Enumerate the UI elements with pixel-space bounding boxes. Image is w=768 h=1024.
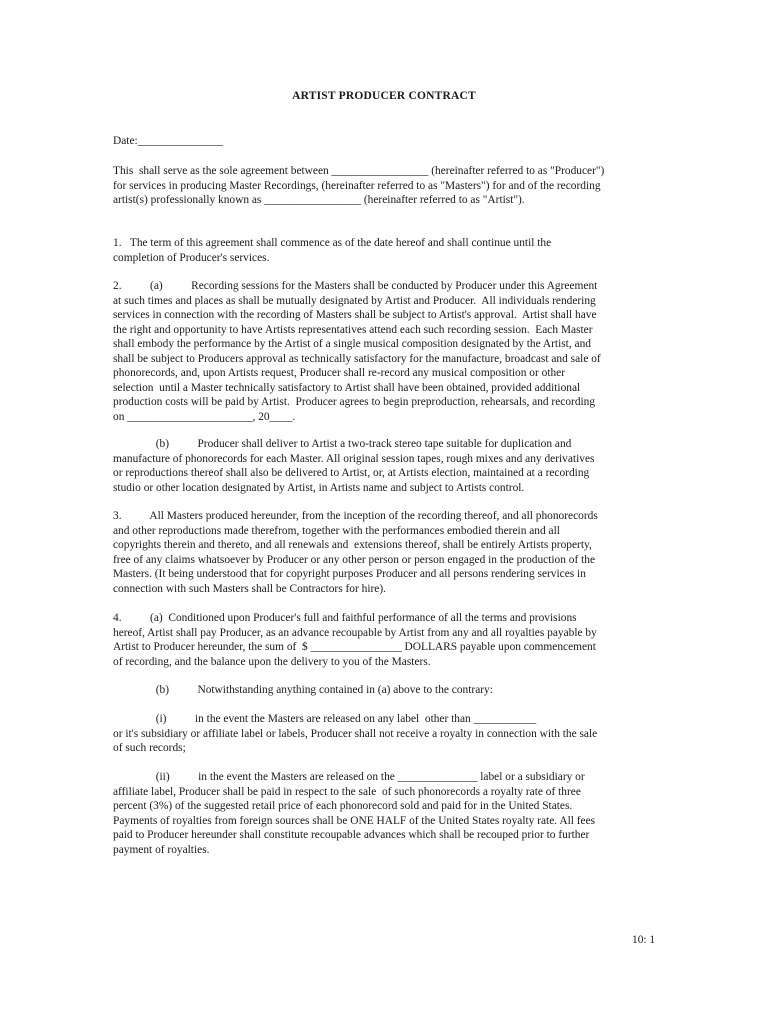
section-4a-line: of recording, and the balance upon the delivery to you of the Masters. [113,655,431,668]
document-title: ARTIST PRODUCER CONTRACT [292,90,476,102]
section-2a-line: 2. (a) Recording sessions for the Masters shall be conducted by Producer under this Agreement [113,280,598,292]
section-3-line: copyrights therein and thereto, and all renewals and extensions thereof, shall be entirely Artists property, [113,539,592,551]
section-4a-line: hereof, Artist shall pay Producer, as an advance recoupable by Artist from any and all royalties payable by [113,626,597,639]
section-3-line: Masters. (It being understood that for copyright purposes Producer and all persons rendering services in [113,568,586,580]
intro-line: for services in producing Master Recordings, (hereinafter referred to as "Masters") for and of the recording [113,179,601,192]
section-4bi-line: of such records; [113,742,186,754]
date-line: Date:_______________ [113,135,224,147]
intro-line: artist(s) professionally known as _________________ (hereinafter referred to as "Artist"). [113,194,525,206]
intro-line: This shall serve as the sole agreement between _________________ (hereinafter referred to as "Producer") [113,165,605,177]
section-4bi-line: or it's subsidiary or affiliate label or labels, Producer shall not receive a royalty in connection with the sale [113,727,598,740]
section-2a-line: shall be subject to Producers approval as technically satisfactory for the manufacture, broadcast and sale of [113,352,601,365]
section-2b-line: manufacture of phonorecords for each Master. All original session tapes, rough mixes and any derivatives [113,452,595,465]
section-4a-line: Artist to Producer hereunder, the sum of $ ________________ DOLLARS payable upon commencement [113,641,596,653]
section-1-line: completion of Producer's services. [113,251,270,264]
section-2a-line: selection until a Master technically satisfactory to Artist shall have been obtained, provided additional [113,381,581,394]
section-4bii-line: percent (3%) of the suggested retail price of each phonorecord sold and paid for in the United States. [113,800,573,812]
section-2b-line: or reproductions thereof shall also be delivered to Artist, or, at Artists election, maintained at a recording [113,467,590,479]
section-2a-line: shall embody the performance by the Artist of a single musical composition designated by the Artist, and [113,338,591,350]
section-1-line: 1. The term of this agreement shall commence as of the date hereof and shall continue until the [113,237,552,249]
section-2a-line: on ______________________, 20____. [113,410,296,423]
section-3-line: connection with such Masters shall be Contractors for hire). [113,582,386,595]
section-2a-line: the right and opportunity to have Artists representatives attend each such recording session. Each Master [113,323,593,336]
section-4a-line: 4. (a) Conditioned upon Producer's full and faithful performance of all the terms and provisions [113,612,577,624]
section-4bii-line: Payments of royalties from foreign sources shall be ONE HALF of the United States royalty rate. All fees [113,814,596,827]
section-2a-line: production costs will be paid by Artist. Producer agrees to begin preproduction, rehearsals, and recording [113,396,596,408]
section-4b-line: (b) Notwithstanding anything contained in (a) above to the contrary: [113,684,493,696]
section-4bi-line: (i) in the event the Masters are released on any label other than ___________ [113,713,537,725]
section-4bii-line: payment of royalties. [113,843,210,856]
section-2a-line: at such times and places as shall be mutually designated by Artist and Producer. All individuals rendering [113,294,596,307]
section-3-line: free of any claims whatsoever by Producer or any other person or person engaged in the production of the [113,553,596,566]
section-2b-line: (b) Producer shall deliver to Artist a two-track stereo tape suitable for duplication and [113,438,572,450]
section-4bii-line: paid to Producer hereunder shall constitute recoupable advances which shall be recouped prior to further [113,829,590,841]
section-3-line: 3. All Masters produced hereunder, from the inception of the recording thereof, and all phonorecords [113,510,598,522]
section-4bii-line: (ii) in the event the Masters are released on the ______________ label or a subsidiary or [113,771,585,783]
section-2b-line: studio or other location designated by Artist, in Artists name and subject to Artists control. [113,481,525,494]
section-2a-line: phonorecords, and, upon Artists request, Producer shall re-record any musical composition or other [113,367,566,379]
page-number: 10: 1 [632,934,656,946]
section-4bii-line: affiliate label, Producer shall be paid in respect to the sale of such phonorecords a royalty rate of three [113,785,581,798]
section-2a-line: services in connection with the recording of Masters shall be subject to Artist's approval. Artist shall have [113,309,597,321]
section-3-line: and other reproductions made therefrom, together with the performances embodied therein and all [113,524,560,537]
